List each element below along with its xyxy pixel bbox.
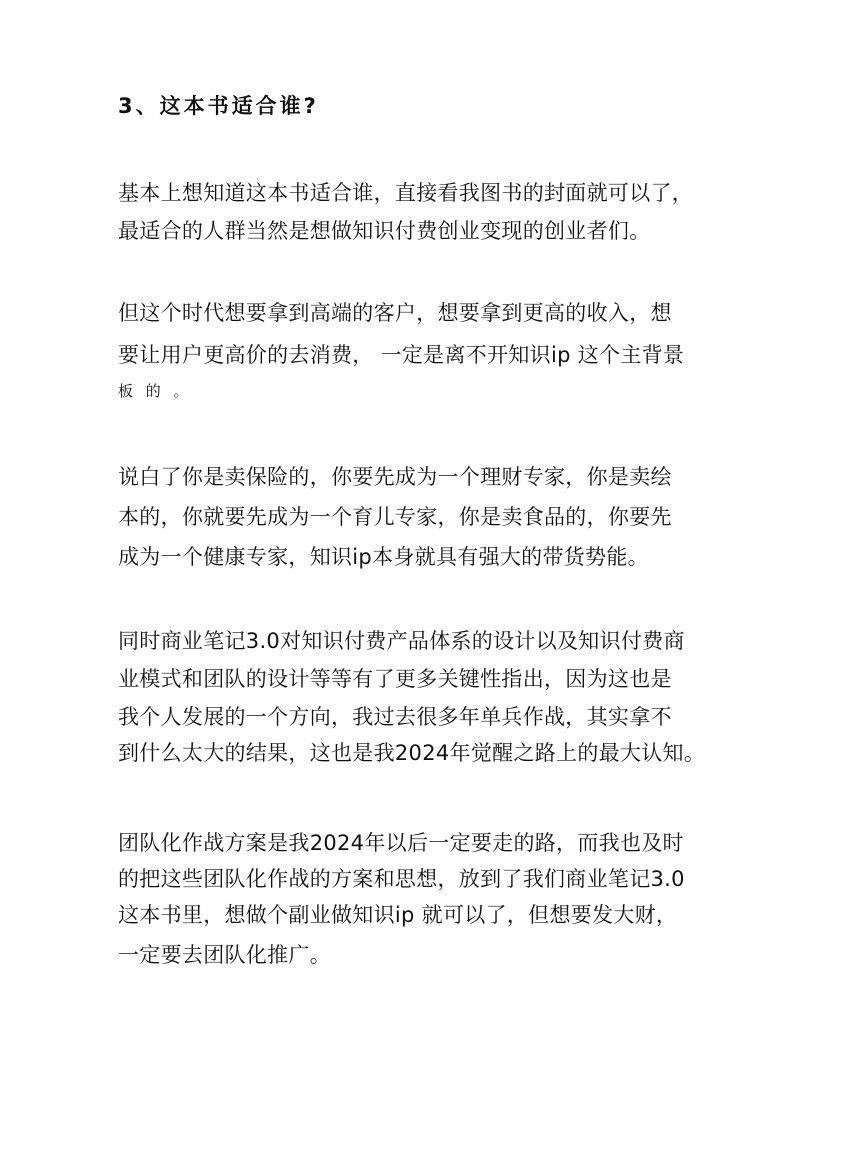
paragraph-1-line-1: 基本上想知道这本书适合谁，直接看我图书的封面就可以了， [118,181,694,205]
paragraph-3-line-1: 说白了你是卖保险的，你要先成为一个理财专家，你是卖绘 [118,465,672,489]
paragraph-5-line-3: 这本书里，想做个副业做知识ip 就可以了，但想要发大财， [118,903,678,927]
paragraph-2-line-2: 要让用户更高价的去消费， 一定是离不开知识ip 这个主背景 [118,343,685,367]
paragraph-3-line-3: 成为一个健康专家，知识ip本身就具有强大的带货势能。 [118,545,649,569]
paragraph-4-line-4: 到什么太大的结果，这也是我2024年觉醒之路上的最大认知。 [118,741,706,765]
paragraph-4-line-2: 业模式和团队的设计等等有了更多关键性指出，因为这也是 [118,667,672,691]
paragraph-3-line-2: 本的，你就要先成为一个育儿专家，你是卖食品的，你要先 [118,505,672,529]
section-heading: 3、这本书适合谁? [118,94,319,118]
paragraph-2-line-3: 板 的 。 [118,382,193,400]
paragraph-2-line-1: 但这个时代想要拿到高端的客户，想要拿到更高的收入，想 [118,301,672,325]
paragraph-4-line-3: 我个人发展的一个方向，我过去很多年单兵作战，其实拿不 [118,705,672,729]
paragraph-5-line-2: 的把这些团队化作战的方案和思想，放到了我们商业笔记3.0 [118,867,685,891]
paragraph-4-line-1: 同时商业笔记3.0对知识付费产品体系的设计以及知识付费商 [118,629,685,653]
paragraph-5-line-1: 团队化作战方案是我2024年以后一定要走的路，而我也及时 [118,831,684,855]
paragraph-1-line-2: 最适合的人群当然是想做知识付费创业变现的创业者们。 [118,219,651,243]
paragraph-5-line-4: 一定要去团队化推广。 [118,943,331,967]
